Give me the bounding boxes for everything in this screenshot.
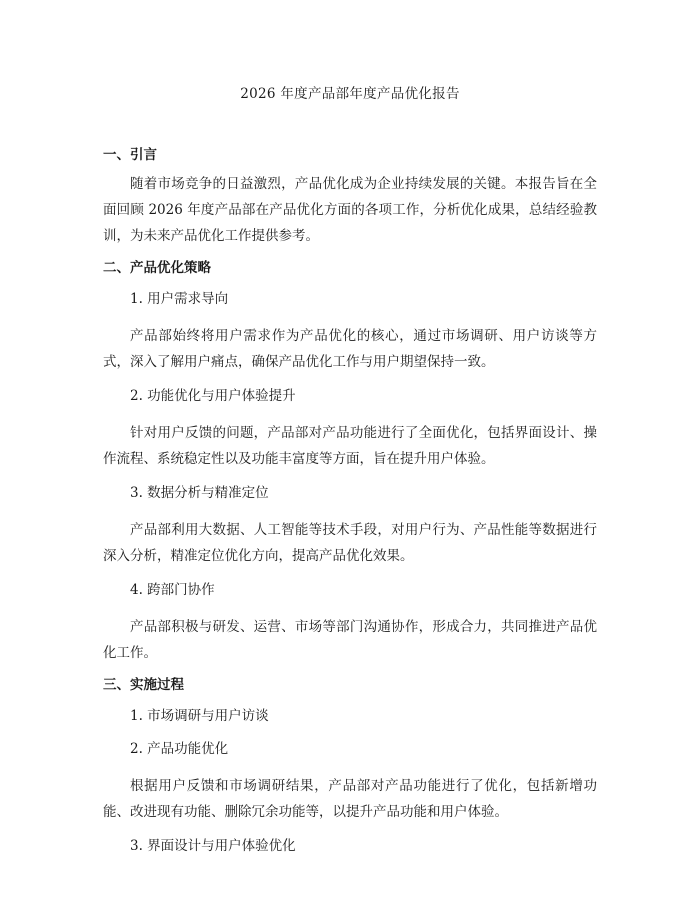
strategy-item-1-label: 1. 用户需求导向 (130, 291, 229, 307)
document-title: 2026 年度产品部年度产品优化报告 (240, 86, 460, 102)
section-heading-implementation: 三、实施过程 (103, 677, 184, 693)
document-body (103, 146, 597, 856)
section-heading-strategy: 二、产品优化策略 (103, 260, 211, 276)
strategy-item-2-label: 2. 功能优化与用户体验提升 (130, 388, 296, 404)
implementation-item-3-label: 3. 界面设计与用户体验优化 (130, 838, 296, 854)
implementation-item-2-label: 2. 产品功能优化 (130, 741, 229, 757)
strategy-item-4-label: 4. 跨部门协作 (130, 582, 215, 598)
strategy-item-2-paragraph: 针对用户反馈的问题，产品部对产品功能进行了全面优化，包括界面设计、操作流程、系统稳定性以及功能丰富度等方面，旨在提升用户体验。 (103, 425, 597, 467)
strategy-item-4-paragraph: 产品部积极与研发、运营、市场等部门沟通协作，形成合力，共同推进产品优化工作。 (103, 619, 597, 661)
strategy-item-3-label: 3. 数据分析与精准定位 (130, 485, 269, 501)
implementation-item-1-label: 1. 市场调研与用户访谈 (130, 708, 269, 724)
section-heading-introduction: 一、引言 (103, 147, 157, 163)
strategy-item-3-paragraph: 产品部利用大数据、人工智能等技术手段，对用户行为、产品性能等数据进行深入分析，精准定位优化方向，提高产品优化效果。 (103, 522, 597, 564)
strategy-item-1-paragraph: 产品部始终将用户需求作为产品优化的核心，通过市场调研、用户访谈等方式，深入了解用户痛点，确保产品优化工作与用户期望保持一致。 (103, 328, 597, 370)
introduction-paragraph: 随着市场竞争的日益激烈，产品优化成为企业持续发展的关键。本报告旨在全面回顾 2026 年度产品部在产品优化方面的各项工作，分析优化成果，总结经验教训，为未来产品优化工作提供参考。 (103, 176, 597, 244)
implementation-item-2-paragraph: 根据用户反馈和市场调研结果，产品部对产品功能进行了优化，包括新增功能、改进现有功能、删除冗余功能等，以提升产品功能和用户体验。 (103, 778, 597, 820)
